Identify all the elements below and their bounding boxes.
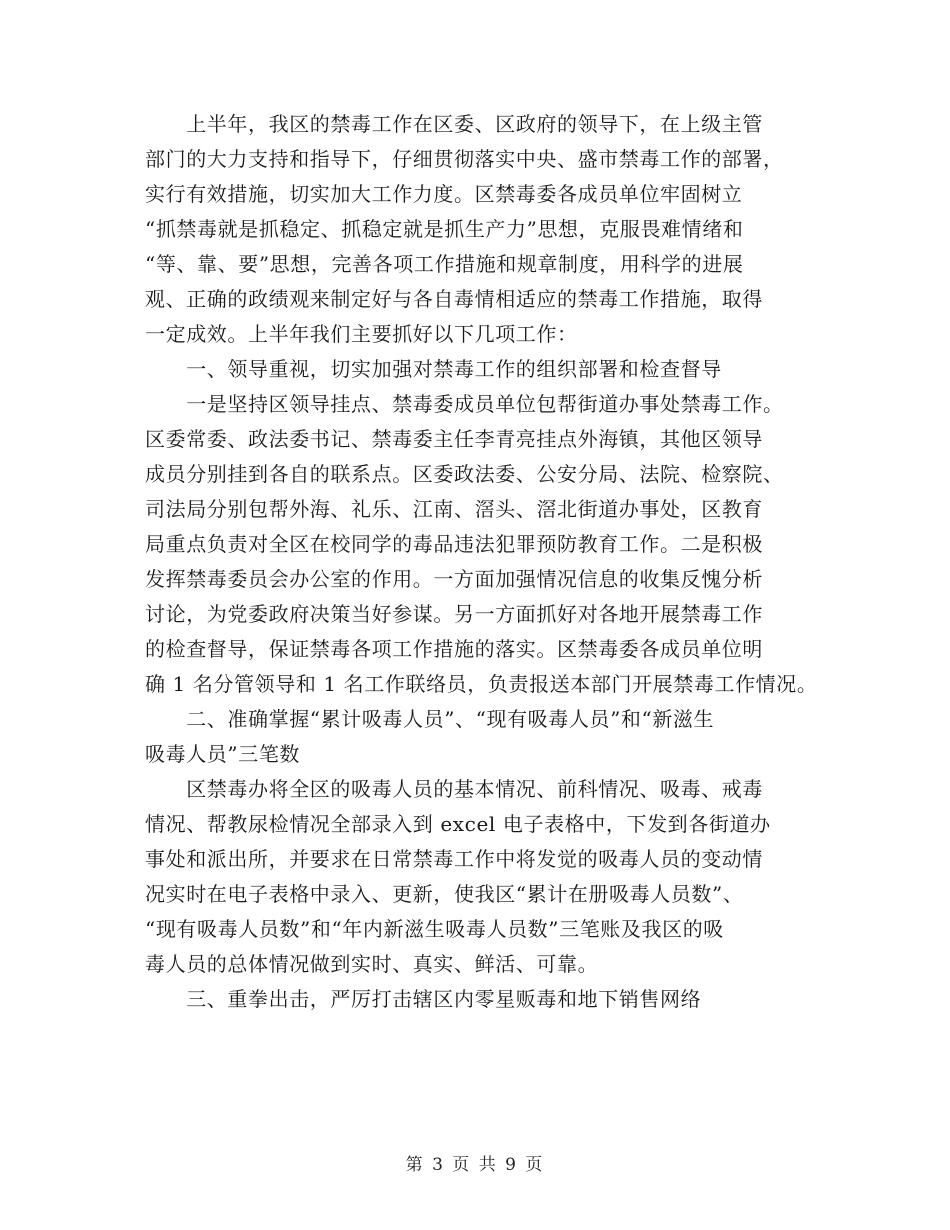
text-line: 成员分别挂到各自的联系点。区委政法委、公安分局、法院、检察院、 xyxy=(145,462,784,486)
text-line: 实行有效措施，切实加大工作力度。区禁毒委各成员单位牢固树立 xyxy=(145,182,743,206)
page-number-footer: 第 3 页 共 9 页 xyxy=(405,1155,545,1175)
text-line: 事处和派出所，并要求在日常禁毒工作中将发觉的吸毒人员的变动情 xyxy=(145,847,763,871)
text-line: 一是坚持区领导挂点、禁毒委成员单位包帮街道办事处禁毒工作。 xyxy=(145,392,784,416)
text-line: 观、正确的政绩观来制定好与各自毒情相适应的禁毒工作措施，取得 xyxy=(145,287,763,311)
text-line: “现有吸毒人员数”和“年内新滋生吸毒人员数”三笔账及我区的吸 xyxy=(145,917,724,941)
text-line: 上半年，我区的禁毒工作在区委、区政府的领导下，在上级主管 xyxy=(145,112,763,136)
text-line: 讨论，为党委政府决策当好参谋。另一方面抓好对各地开展禁毒工作 xyxy=(145,602,763,626)
text-line: 况实时在电子表格中录入、更新，使我区“累计在册吸毒人员数”、 xyxy=(145,882,744,906)
text-line: 发挥禁毒委员会办公室的作用。一方面加强情况信息的收集反愧分析 xyxy=(145,567,763,591)
text-line: “抓禁毒就是抓稳定、抓稳定就是抓生产力”思想，克服畏难情绪和 xyxy=(145,217,744,241)
text-line: 区委常委、政法委书记、禁毒委主任李青亮挂点外海镇，其他区领导 xyxy=(145,427,763,451)
text-line: 确 1 名分管领导和 1 名工作联络员，负责报送本部门开展禁毒工作情况。 xyxy=(145,672,818,696)
section-heading: 二、准确掌握“累计吸毒人员”、“现有吸毒人员”和“新滋生 xyxy=(145,707,715,731)
text-line: 的检查督导，保证禁毒各项工作措施的落实。区禁毒委各成员单位明 xyxy=(145,637,763,661)
text-line: 司法局分别包帮外海、礼乐、江南、滘头、滘北街道办事处，区教育 xyxy=(145,497,763,521)
document-body xyxy=(145,107,825,1017)
text-line: 情况、帮教尿检情况全部录入到 excel 电子表格中，下发到各街道办 xyxy=(145,812,771,836)
text-line: “等、靠、要”思想，完善各项工作措施和规章制度，用科学的进展 xyxy=(145,252,744,276)
text-line: 局重点负责对全区在校同学的毒品违法犯罪预防教育工作。二是积极 xyxy=(145,532,763,556)
section-heading: 三、重拳出击，严厉打击辖区内零星贩毒和地下销售网络 xyxy=(145,987,702,1011)
text-line: 一定成效。上半年我们主要抓好以下几项工作： xyxy=(145,322,578,346)
section-heading: 一、领导重视，切实加强对禁毒工作的组织部署和检查督导 xyxy=(145,357,722,381)
text-line: 毒人员的总体情况做到实时、真实、鲜活、可靠。 xyxy=(145,952,599,976)
text-line: 区禁毒办将全区的吸毒人员的基本情况、前科情况、吸毒、戒毒 xyxy=(145,777,763,801)
text-line: 部门的大力支持和指导下，仔细贯彻落实中央、盛市禁毒工作的部署， xyxy=(145,147,784,171)
section-heading: 吸毒人员”三笔数 xyxy=(145,742,301,766)
